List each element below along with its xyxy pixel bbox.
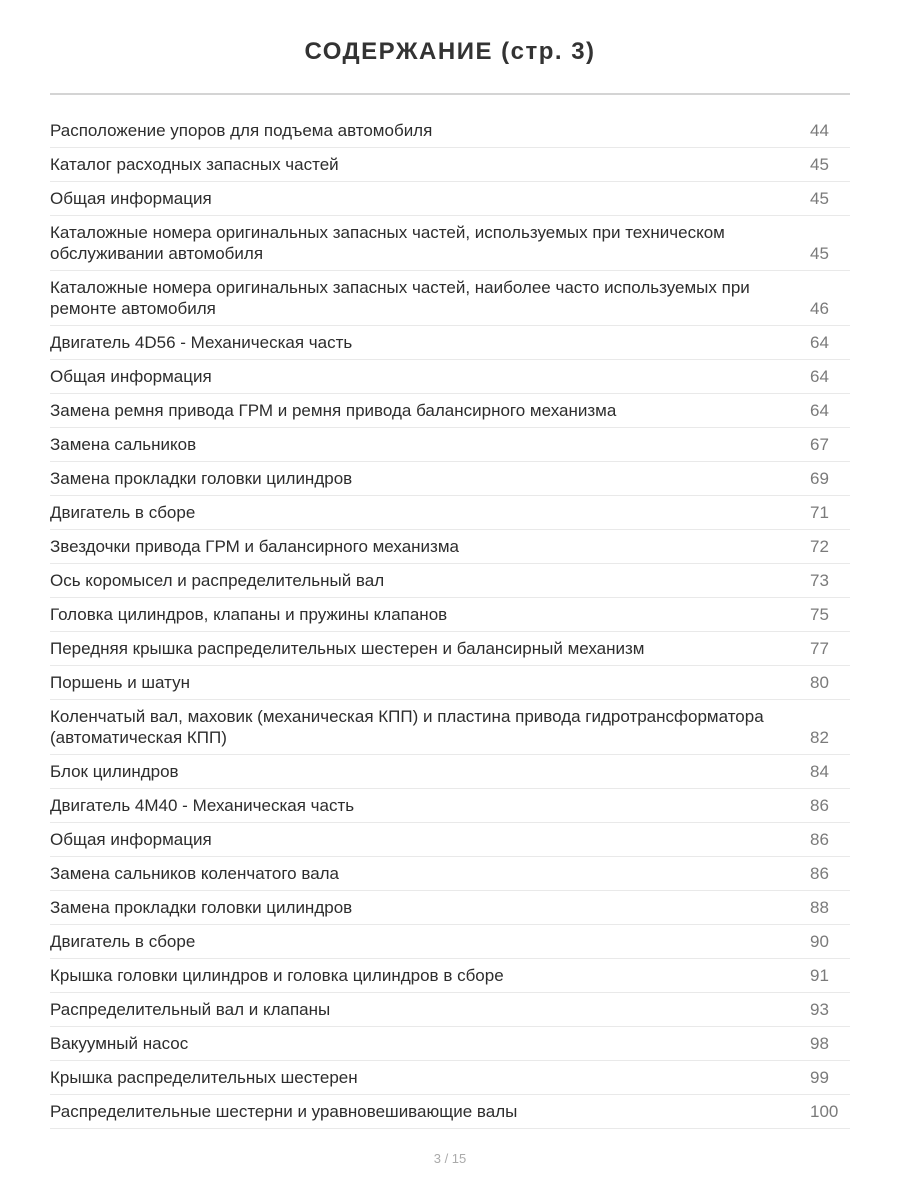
page-title: СОДЕРЖАНИЕ (стр. 3) [304,38,596,65]
toc-entry-page: 80 [810,673,829,692]
toc-entry-text: Крышка распределительных шестерен [50,1068,358,1087]
toc-entry[interactable] [50,271,850,326]
toc-entry[interactable] [50,857,850,891]
toc-entry-text: Общая информация [50,830,212,849]
toc-entry[interactable] [50,360,850,394]
toc-entry-text: Каталог расходных запасных частей [50,155,339,174]
toc-entry-text: Двигатель в сборе [50,932,196,951]
toc-entry-page: 93 [810,1000,829,1019]
toc-entry[interactable] [50,598,850,632]
toc-entry[interactable] [50,632,850,666]
toc-entry-page: 64 [810,333,829,352]
toc-entry-page: 44 [810,121,829,140]
toc-entry-page: 46 [810,299,829,318]
toc-entry-text: Крышка головки цилиндров и головка цилиндров в сборе [50,966,504,985]
toc-entry-text: Вакуумный насос [50,1034,189,1053]
toc-entry-page: 90 [810,932,829,951]
toc-entry[interactable] [50,564,850,598]
toc-entry[interactable] [50,496,850,530]
toc-entry[interactable] [50,182,850,216]
toc-entry[interactable] [50,1027,850,1061]
toc-entry[interactable] [50,891,850,925]
toc-entry-page: 88 [810,898,829,917]
toc-entry-page: 91 [810,966,829,985]
toc-entry-page: 72 [810,537,829,556]
toc-entry[interactable] [50,700,850,755]
toc-entry-text: Расположение упоров для подъема автомобиля [50,121,433,140]
toc-entry-text: Головка цилиндров, клапаны и пружины клапанов [50,605,448,624]
toc-entry-text: Поршень и шатун [50,673,190,692]
toc-entry-page: 86 [810,864,829,883]
toc-entry-page: 73 [810,571,829,590]
toc-entry[interactable] [50,394,850,428]
toc-entry-page: 75 [810,605,829,624]
toc-entry-page: 69 [810,469,829,488]
toc-entry-page: 99 [810,1068,829,1087]
toc-entry-page: 100 [810,1102,839,1121]
toc-entry[interactable] [50,755,850,789]
toc-entry-page: 82 [810,728,829,747]
toc-entry[interactable] [50,216,850,271]
toc-entry-page: 71 [810,503,829,522]
toc-entry-text: Распределительные шестерни и уравновешивающие валы [50,1102,518,1121]
toc-entry-page: 86 [810,830,829,849]
toc-entry[interactable] [50,326,850,360]
toc-entry-page: 86 [810,796,829,815]
toc-list [50,114,850,1129]
toc-entry-page: 45 [810,189,829,208]
toc-entry-text: Распределительный вал и клапаны [50,1000,331,1019]
toc-entry-page: 77 [810,639,829,658]
toc-entry-page: 45 [810,244,829,263]
toc-entry-text: Замена сальников [50,435,197,454]
toc-entry-page: 98 [810,1034,829,1053]
toc-entry-text: Общая информация [50,367,212,386]
toc-entry-text: Замена ремня привода ГРМ и ремня привода балансирного механизма [50,401,617,420]
toc-entry-text: Общая информация [50,189,212,208]
toc-entry-text: Замена прокладки головки цилиндров [50,469,353,488]
toc-entry-page: 64 [810,367,829,386]
toc-entry-text: Коленчатый вал, маховик (механическая КПП) и пластина привода гидротрансформатора (автоматическая КПП) [50,707,764,747]
toc-entry[interactable] [50,666,850,700]
toc-entry[interactable] [50,428,850,462]
toc-entry-text: Каталожные номера оригинальных запасных частей, используемых при техническом обслуживании автомобиля [50,223,725,263]
toc-entry-page: 84 [810,762,829,781]
toc-entry-text: Двигатель 4M40 - Механическая часть [50,796,355,815]
toc-entry[interactable] [50,462,850,496]
toc-entry[interactable] [50,148,850,182]
title-divider [50,93,850,95]
toc-entry-text: Блок цилиндров [50,762,179,781]
toc-entry-text: Каталожные номера оригинальных запасных частей, наиболее часто используемых при ремонте автомобиля [50,278,750,318]
toc-entry-text: Замена прокладки головки цилиндров [50,898,353,917]
toc-entry-text: Передняя крышка распределительных шестерен и балансирный механизм [50,639,645,658]
toc-entry[interactable] [50,114,850,148]
toc-entry[interactable] [50,823,850,857]
toc-entry[interactable] [50,789,850,823]
toc-entry-page: 67 [810,435,829,454]
toc-entry[interactable] [50,925,850,959]
toc-entry-text: Замена сальников коленчатого вала [50,864,340,883]
toc-entry[interactable] [50,993,850,1027]
toc-entry[interactable] [50,1061,850,1095]
toc-entry[interactable] [50,959,850,993]
toc-entry-text: Двигатель 4D56 - Механическая часть [50,333,353,352]
toc-entry-text: Двигатель в сборе [50,503,196,522]
toc-entry-text: Звездочки привода ГРМ и балансирного механизма [50,537,459,556]
toc-entry-page: 64 [810,401,829,420]
page-indicator: 3 / 15 [433,1151,467,1166]
toc-entry-page: 45 [810,155,829,174]
toc-entry-text: Ось коромысел и распределительный вал [50,571,385,590]
toc-entry[interactable] [50,530,850,564]
toc-entry[interactable] [50,1095,850,1129]
